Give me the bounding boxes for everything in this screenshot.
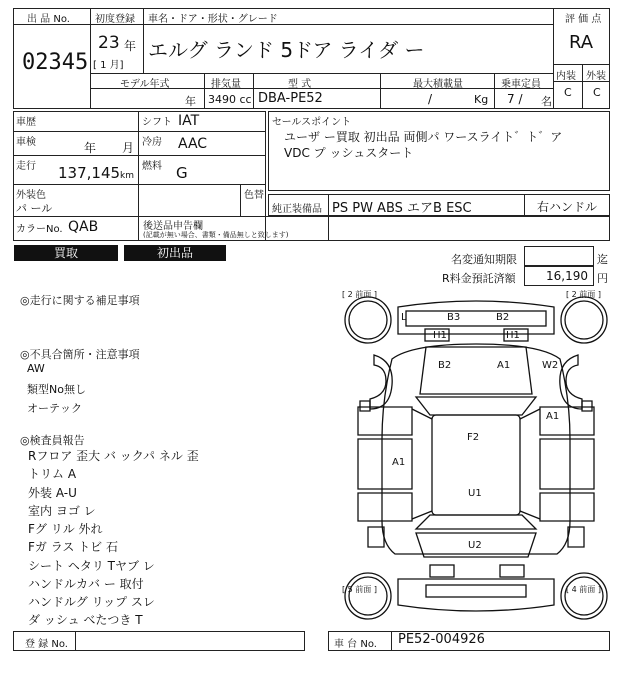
- inspection-month-unit: 月: [122, 141, 135, 155]
- recycle-value: 16,190: [546, 269, 588, 283]
- driving-remarks-title: ◎走行に関する補足事項: [20, 294, 140, 307]
- defects-title: ◎不具合箇所・注意事項: [20, 348, 140, 361]
- handle-side: 右ハンドル: [537, 200, 598, 214]
- corner-label-front-right: [ 2 前面 ]: [566, 290, 601, 299]
- shift-label: シフト: [142, 117, 172, 128]
- first-listing-bar: 初出品: [124, 245, 226, 261]
- damage-mark: A1: [392, 457, 406, 468]
- interior-grade-label: 内装: [556, 71, 576, 82]
- damage-mark: B2: [496, 312, 510, 323]
- first-reg-label: 初度登録: [95, 14, 135, 25]
- name-change-box: [524, 246, 594, 266]
- capacity-label: 乗車定員: [501, 79, 541, 90]
- aftermarket-label: 後送品申告欄: [143, 221, 203, 232]
- first-reg-year: 23: [98, 33, 120, 53]
- name-change-unit: 迄: [597, 253, 608, 266]
- damage-mark: W2: [542, 360, 559, 371]
- damage-mark: B2: [438, 360, 452, 371]
- car-name-label: 車名・ドア・形状・グレード: [148, 14, 278, 25]
- damage-mark: A1: [497, 360, 511, 371]
- first-reg-month: [ 1 月]: [93, 60, 124, 71]
- windshield: [416, 397, 536, 415]
- sales-point-line-1: ユーザ ー買取 初出品 両側パ ワースライト゛ト゛ア: [284, 130, 563, 144]
- equipment: PS PW ABS エアB ESC: [332, 201, 472, 216]
- fuel-label: 燃料: [142, 161, 162, 172]
- ac-label: 冷房: [142, 137, 162, 148]
- roof: [432, 415, 520, 515]
- reg-no-label: 登 録 No.: [25, 639, 68, 650]
- vehicle-damage-diagram: [340, 289, 612, 627]
- chassis-label: 車 台 No.: [334, 639, 377, 650]
- aftermarket-note: (記載が無い場合、書類・備品無しと致します): [143, 231, 289, 239]
- inspector-item: ハンドルカバ ー 取付: [28, 577, 144, 591]
- rear-bumper: [398, 579, 554, 611]
- corner-label-front-left: [ 2 前面 ]: [342, 290, 377, 299]
- front-left-wheel: [345, 297, 391, 343]
- defect-item: AW: [27, 362, 45, 375]
- history-label: 車歴: [16, 117, 36, 128]
- ext-color: パ ール: [16, 202, 53, 215]
- mileage-unit: km: [120, 171, 134, 181]
- interior-grade: C: [564, 86, 572, 99]
- lot-no: 02345: [22, 50, 89, 75]
- damage-mark: H1: [433, 330, 447, 341]
- max-load: /: [428, 92, 433, 106]
- rear-left-wheel: [345, 573, 391, 619]
- inspector-item: 室内 ヨゴ レ: [28, 504, 96, 518]
- front-bumper: [398, 301, 554, 334]
- exterior-grade-label: 外装: [586, 71, 606, 82]
- damage-mark: L: [401, 312, 407, 323]
- displacement: 3490 cc: [208, 93, 252, 106]
- corner-label-rear-left: [ 5 前面 ]: [342, 585, 377, 594]
- color-change-label: 色替: [244, 190, 264, 201]
- inspector-item: Fガ ラス トビ 石: [28, 540, 118, 554]
- capacity: 7 /: [507, 92, 523, 106]
- body-outline: [382, 344, 570, 554]
- inspection-year-unit: 年: [84, 141, 97, 155]
- rating: RA: [569, 32, 594, 53]
- inspector-item: Fグ リル 外れ: [28, 522, 103, 536]
- chassis-no: PE52-004926: [398, 632, 485, 647]
- model-year-unit: 年: [185, 95, 196, 108]
- inspector-report-title: ◎検査員報告: [20, 434, 85, 447]
- max-load-label: 最大積載量: [413, 79, 463, 90]
- sales-point-line-2: VDC プ ッシュスタート: [284, 146, 414, 160]
- inspector-item: シート ヘタリ Tヤブ レ: [28, 559, 155, 573]
- damage-mark: B3: [447, 312, 461, 323]
- damage-mark: H1: [506, 330, 520, 341]
- inspector-item: ダ ッシュ べたつき T: [28, 613, 143, 627]
- buyout-bar: 買取: [14, 245, 118, 261]
- first-reg-year-unit: 年: [124, 39, 137, 53]
- ext-color-label: 外装色: [16, 190, 46, 201]
- max-load-unit: Kg: [474, 93, 489, 106]
- equipment-label: 純正装備品: [272, 204, 322, 215]
- color-no: QAB: [68, 219, 99, 235]
- rear-right-wheel: [561, 573, 607, 619]
- lot-no-label: 出 品 No.: [27, 14, 70, 25]
- mileage: 137,145: [58, 164, 121, 182]
- defect-item: 類型No無し: [27, 383, 86, 396]
- capacity-unit: 名: [541, 95, 552, 108]
- inspector-item: Rフロア 歪大 バ ックパ ネル 歪: [28, 449, 199, 463]
- rating-label: 評 価 点: [565, 14, 602, 25]
- fuel: G: [176, 164, 188, 182]
- displacement-label: 排気量: [211, 79, 241, 90]
- model-label: 型 式: [288, 79, 312, 90]
- inspection-label: 車検: [16, 137, 36, 148]
- shift: IAT: [178, 113, 200, 129]
- exterior-grade: C: [593, 86, 601, 99]
- recycle-label: R料金預託済額: [442, 272, 516, 285]
- inspector-item: トリム A: [28, 467, 77, 481]
- rear-window: [416, 515, 536, 529]
- damage-mark: U2: [468, 540, 482, 551]
- recycle-unit: 円: [597, 272, 608, 285]
- color-no-label: カラーNo.: [16, 224, 63, 235]
- car-name: エルグ ランド 5ドア ライダ ー: [148, 38, 425, 62]
- sales-point-label: セールスポイント: [272, 117, 352, 128]
- damage-mark: U1: [468, 488, 482, 499]
- name-change-label: 名変通知期限: [451, 253, 517, 266]
- corner-label-rear-right: [ 4 前面 ]: [566, 585, 601, 594]
- damage-mark: A1: [546, 411, 560, 422]
- hood: [420, 347, 532, 394]
- front-right-wheel: [561, 297, 607, 343]
- ac: AAC: [178, 136, 208, 152]
- defect-item: オーテック: [27, 402, 82, 415]
- mileage-label: 走行: [16, 161, 36, 172]
- inspector-item: 外装 A-U: [28, 486, 77, 500]
- damage-mark: F2: [467, 432, 480, 443]
- model-year-label: モデル年式: [120, 79, 170, 90]
- inspector-item: ハンドルグ リップ スレ: [28, 595, 155, 609]
- model: DBA-PE52: [258, 91, 323, 106]
